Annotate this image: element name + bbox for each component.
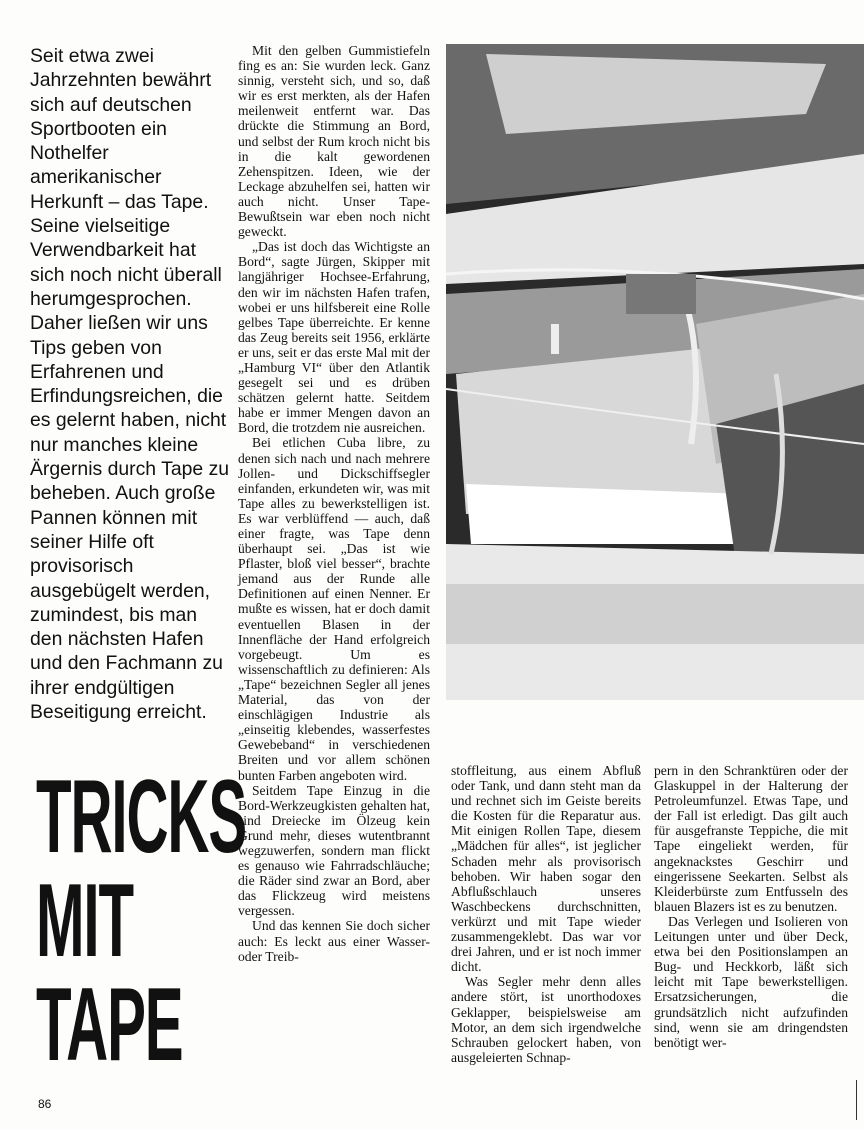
paragraph: Und das kennen Sie doch sicher auch: Es leckt aus einer Wasser- oder Treib- — [238, 918, 430, 964]
paragraph: Was Segler mehr denn alles andere stört, ist unorthodoxes Geklapper, beispielsweise am Motor, an dem sich irgendwelche Schrauben gelockert haben, von ausgeleierten Schnap- — [451, 974, 641, 1065]
page-number: 86 — [38, 1097, 52, 1111]
paragraph: Das Verlegen und Isolieren von Leitungen unter und über Deck, etwa bei den Positionslampen an Bug- und Heckkorb, läßt sich leicht mit Tape bewerkstelligen. Ersatzsicherungen, die grundsätzlich nicht aufzufinden sind, wenn sie am dringendsten benötigt wer- — [654, 913, 848, 1050]
title-line-2: MIT — [36, 863, 133, 979]
text-column-3 — [654, 763, 848, 1050]
intro-text: Seit etwa zwei Jahrzehnten bewährt sich auf deutschen Sportbooten ein Nothelfer amerikanischer Herkunft – das Tape. Seine vielseitige Verwendbarkeit hat sich noch nicht überall herumgesprochen. Daher ließen wir uns Tips geben von Erfahrenen und Erfindungsreichen, die es gelernt haben, nicht nur manches kleine Ärgernis durch Tape zu beheben. Auch große Pannen können mit seiner Hilfe oft provisorisch ausgebügelt werden, zumindest, bis man den nächsten Hafen und den Fachmann zu ihrer endgültigen Beseitigung erreicht. — [30, 45, 230, 724]
paragraph: Bei etlichen Cuba libre, zu denen sich nach und nach mehrere Jollen- und Dickschiffsegler einfanden, erkundeten wir, was mit Tape alles zu bewerkstelligen ist. Es war verblüffend — auch, daß einer fragte, was Tape denn überhaupt sei. „Das ist wie Pflaster, bloß viel besser“, brachte jemand aus der Runde alle Definitionen auf einen Nenner. Er mußte es wissen, hat er doch damit eventuellen Blasen in der Innenfläche der Hand erfolgreich vorgebeugt. Um es wissenschaftlich zu definieren: Als „Tape“ bezeichnen Segler all jenes Material, das von der einschlägigen Industrie als „einseitig klebendes, wasserfestes Gewebeband“ in verschiedenen Breiten und vor allem schönen bunten Farben angeboten wird. — [238, 435, 430, 783]
paragraph: stoffleitung, aus einem Abfluß oder Tank, und dann steht man da und rechnet sich im Geiste bereits die Kosten für die Reparatur aus. Mit einigen Rollen Tape, diesem „Mädchen für alles“, ist jeglicher Schaden mehr als provisorisch behoben. Wir haben sogar den Abflußschlauch unseres Waschbeckens durchschnitten, verkürzt und mit Tape wieder zusammengeklebt. Das war vor drei Jahren, und er ist noch immer dicht. — [451, 763, 641, 975]
article-title — [36, 759, 247, 1083]
title-line-3: TAPE — [36, 967, 183, 1083]
title-line-1: TRICKS — [36, 759, 247, 875]
paragraph: pern in den Schranktüren oder der Glaskuppel in der Halterung der Petroleumfunzel. Etwas Tape, und der Fall ist erledigt. Das gilt auch für ausgefranste Teppiche, die mit Tape eingeliekt werden, für angeknackstes Geschirr und eingerissene Seekarten. Selbst als Kleiderbürste zum Entfusseln des blauen Blazers ist es zu benutzen. — [654, 763, 848, 914]
photo-illustration — [446, 44, 864, 700]
paragraph: Mit den gelben Gummistiefeln fing es an: Sie wurden leck. Ganz sinnig, versteht sich, und so, daß wir es erst merkten, als der Hafen meilenweit entfernt war. Das drückte die Stimmung an Bord, und selbst der Rum kroch nicht bis in die kalt gewordenen Zehenspitzen. Ideen, wie der Leckage abzuhelfen sei, hatten wir auch nicht. Unser Tape-Bewußtsein war eben noch nicht geweckt. — [238, 43, 430, 240]
paragraph: Seitdem Tape Einzug in die Bord-Werkzeugkisten gehalten hat, sind Dreiecke im Ölzeug kein Grund mehr, dieses wutentbrannt wegzuwerfen, sondern man flickt es genauso wie Fahrradschläuche; die Räder sind zwar an Bord, aber das Flickzeug wird meistens vergessen. — [238, 782, 430, 919]
margin-rule — [856, 1080, 857, 1120]
text-column-2 — [451, 763, 641, 1065]
paragraph: „Das ist doch das Wichtigste an Bord“, sagte Jürgen, Skipper mit langjähriger Hochsee-Erfahrung, den wir im nächsten Hafen trafen, wobei er uns hilfsbereit eine Rolle gelbes Tape überreichte. Er kenne das Zeug bereits seit 1956, erklärte er uns, seit er das erste Mal mit der „Hamburg VI“ über den Atlantik gesegelt sei und es drüben schätzen gelernt hatte. Seitdem habe er immer Mengen davon an Bord, die trotzdem nie ausreichen. — [238, 239, 430, 436]
text-column-1 — [238, 43, 430, 964]
photo-tape-on-boat — [446, 44, 864, 700]
